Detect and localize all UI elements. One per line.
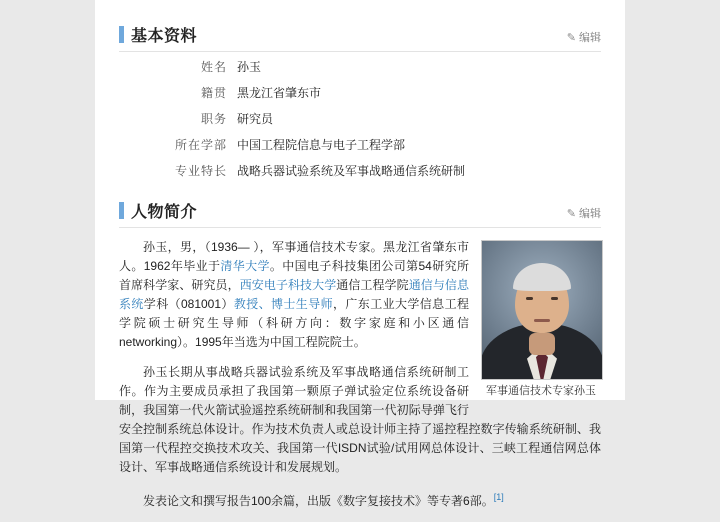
reference-link[interactable]: [1] — [493, 492, 504, 502]
info-value: 研究员 — [237, 112, 274, 126]
inline-link[interactable]: 教授、博士生导师 — [233, 297, 333, 311]
info-label: 所在学部 — [174, 138, 227, 152]
info-value: 孙玉 — [237, 60, 262, 74]
figure-caption: 军事通信技术专家孙玉 — [486, 385, 596, 397]
table-row — [119, 112, 601, 127]
pencil-icon: ✎ — [566, 32, 576, 44]
section-header-basic — [119, 14, 601, 52]
inline-text: 孙玉长期从事战略兵器试验系统及军事战略通信系统研制工作。作为主要成员承担了我国第一颗原子弹试验定位系统设备研制，我国第一代火箭试验遥控系统研制和我国第一代初际导弹飞行安全控制系统总体设计。作为技术负责人或总设计师主持了遥控程控数字传输系统研制、我国第一代程控交换技术攻关、我国第一代ISDN试验/试用网总体设计、三峡工程通信网总体设计、军事战略通信系统设计和发展规划。 — [119, 365, 601, 474]
info-label: 职务 — [200, 112, 227, 126]
bio-paragraph-3 — [119, 488, 601, 511]
article-content — [95, 14, 625, 522]
inline-link[interactable]: 清华大学 — [220, 259, 270, 273]
info-value: 黑龙江省肇东市 — [237, 86, 322, 100]
inline-text: 孙玉，男，（1936— ），军事通信技术专家。黑龙江省肇东市人。1962年毕业于 — [119, 240, 469, 273]
section-accent-bar — [119, 26, 124, 43]
edit-link-bio[interactable] — [567, 205, 601, 221]
figure-portrait — [481, 240, 601, 398]
info-value: 中国工程院信息与电子工程学部 — [237, 138, 406, 152]
photo-eye-right — [551, 297, 558, 300]
photo-mouth — [534, 319, 550, 322]
info-value: 战略兵器试验系统及军事战略通信系统研制 — [237, 164, 466, 178]
edit-link-basic[interactable] — [567, 29, 601, 45]
photo-neck — [529, 333, 555, 355]
info-label: 姓名 — [200, 60, 227, 74]
pencil-icon: ✎ — [566, 208, 576, 220]
reference-marker[interactable] — [494, 492, 504, 503]
edit-link-bio-label[interactable]: 编辑 — [579, 208, 601, 220]
table-row — [119, 60, 601, 75]
table-row — [119, 164, 601, 179]
inline-link[interactable]: 西安电子科技大学 — [239, 278, 337, 292]
table-row — [119, 86, 601, 101]
inline-text: ，广东工业大学信息工程学院硕士研究生导师（科研方向：数字家庭和小区通信networking）。1995年当选为中国工程院院士。 — [119, 297, 469, 349]
info-label: 专业特长 — [174, 164, 227, 178]
table-row — [119, 138, 601, 153]
article-content-wrapper — [95, 0, 625, 508]
section-accent-bar — [119, 202, 124, 219]
section-title-bio: 人物简介 — [131, 204, 198, 221]
inline-link[interactable]: 通信与信息系统 — [119, 278, 469, 311]
basic-info-table — [119, 60, 601, 179]
inline-text: 发表论文和撰写报告100余篇，出版《数字复接技术》等专著6部。 — [143, 494, 494, 508]
inline-text: 通信工程学院 — [336, 278, 409, 292]
edit-link-basic-label[interactable]: 编辑 — [579, 32, 601, 44]
info-label: 籍贯 — [200, 86, 227, 100]
bio-body — [119, 238, 601, 511]
inline-text: 。中国电子科技集团公司第54研究所首席科学家、研究员， — [119, 259, 469, 292]
inline-text: 学科（081001） — [143, 297, 234, 311]
portrait-photo[interactable] — [481, 240, 603, 380]
photo-eye-left — [526, 297, 533, 300]
section-header-bio — [119, 190, 601, 228]
section-title-basic: 基本资料 — [131, 28, 198, 45]
